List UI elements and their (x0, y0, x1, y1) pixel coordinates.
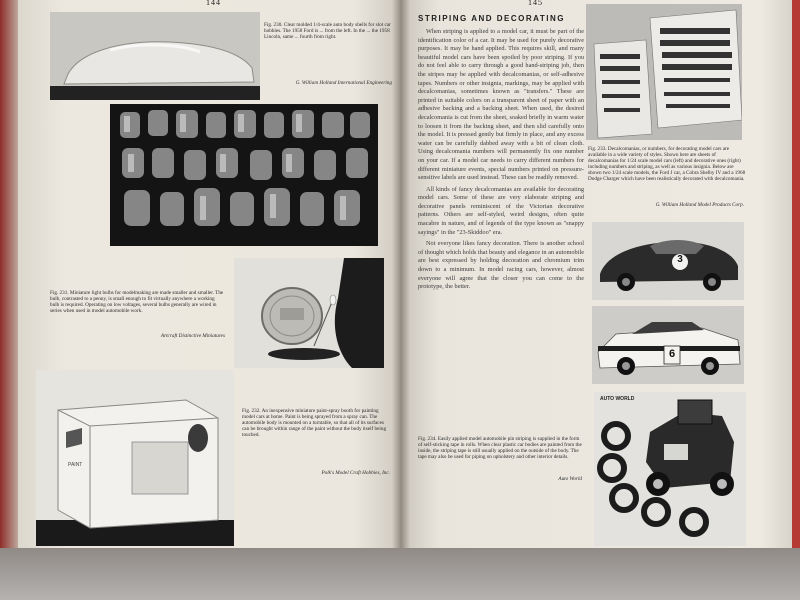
fig230-caption: Fig. 230. Clear molded 1/4-scale auto body shells for slot car hobbies. The 1958 Ford is ... from the left. In the ... the 1958 Lincoln, same ... fourth from right. (264, 22, 391, 40)
fig232-credit: Polk's Model Craft Hobbies, Inc. (321, 470, 390, 476)
clear-bodies-photo (110, 104, 378, 246)
book-gutter (392, 0, 410, 548)
decal-sheets-photo (586, 4, 742, 140)
left-page (18, 0, 400, 548)
body-paragraph: All kinds of fancy decalcomanias are available for decorating model cars. Some of these are very elaborate striping and decorative panels reminiscent of the Victorian decorative patterns. Others are self-styled, weird designs, often quite macabre in nature, and of legends of the type known as "snappy sayings" in the "23-Skiddoo" era. (418, 185, 584, 236)
fig230-credit: G. William Holland International Engineering (295, 80, 392, 86)
right-page-number: 145 (528, 0, 543, 7)
fig232-photo (36, 370, 234, 546)
fig230-photo (50, 12, 260, 100)
car-number-3: 3 (677, 254, 683, 265)
svg-text:PAINT: PAINT (68, 462, 83, 468)
fig233-caption: Fig. 233. Decalcomanias, or numbers, for decorating model cars are available in a wide variety of styles. Shown here are sheets of decalcomanias for 1/24 scale model cars (left) and decorative ones (right) including numbers and striping, as well as various insignia. Below are shown two 1/24 scale models, the Ford J car, a Cobra Shelby IV and a 1968 Dodge Charger which have been realistically decorated with decalcomania. (588, 146, 746, 182)
table-surface (0, 548, 800, 600)
fig233-credit: G. William Holland Model Products Corp. (655, 202, 744, 208)
fig234-credit: Auto World (558, 476, 582, 482)
fig234-caption: Fig. 234. Easily applied model automobile pin striping is supplied in the form of self-sticking tape in rolls. When clear plastic car bodies are painted from the inside, the striping tape is still usually applied on the outside of the body. The tape may also be used for piping on upholstery and other interior details. (418, 436, 582, 460)
race-car-photo-1 (592, 222, 744, 300)
body-text (418, 28, 584, 432)
section-heading: STRIPING AND DECORATING (418, 14, 565, 23)
fig234-photo (594, 392, 746, 546)
body-paragraph: When striping is applied to a model car, it must be part of the identification color of a car. It may be used for purely decorative purposes. It may be hand applied. This requires skill, and many beautiful model cars have been spoiled by poor striping. If you do not feel able to carry through a good hand-striping job, then the stripes may be applied with decalcomanias, or self-adhesive tapes. Numbers or other insignia, markings, may be applied with decalcomanias, sometimes known as "transfers." These are printed in suitable colors on a transparent sheet of paper with an adhesive backing and a backing sheet. When used, the desired decalcomania is cut from the sheet, soaked briefly in warm water to loosen it from the backing sheet, and then slid carefully onto the model. It is pressed gently but firmly in place, and any excess water can be carefully dabbed away with a bit of clean cloth. Using decalcomania numbers will permanently fix one number on your car. If a model car needs to carry different numbers for different miniature events, special numbers printed on pressure-sensitive labels are used instead. These can be readily removed. (418, 28, 584, 182)
fig231-photo (234, 258, 384, 368)
fig232-caption: Fig. 232. An inexpensive miniature paint-spray booth for painting model cars at home. Paint is being sprayed from a spray can. The automobile body is mounted on a turntable, so that all of its surfaces can be brought within range of the paint without the body itself being touched. (242, 408, 387, 438)
fig231-credit: Artcraft Distinctive Miniatures (160, 333, 225, 339)
fig231-caption: Fig. 231. Miniature light bulbs for modelmaking are made smaller and smaller. The bulb, contrasted to a penny, is small enough to fit virtually anywhere a working bulb is required. Operating on low voltages, several bulbs generally are wired in series when used in model automobile work. (50, 290, 224, 314)
right-page (400, 0, 792, 548)
body-paragraph: Not everyone likes fancy decoration. There is another school of thought which holds that beauty and elegance in an automobile are best expressed by holding decoration and chromium trim down to a minimum. In model racing cars, however, almost everyone will agree that the closer you can come to the prototype, the better. (418, 240, 584, 291)
race-car-photo-2 (592, 306, 744, 384)
left-page-number: 144 (206, 0, 221, 7)
car-number-6: 6 (668, 348, 676, 360)
tape-label: AUTO WORLD (600, 396, 635, 402)
